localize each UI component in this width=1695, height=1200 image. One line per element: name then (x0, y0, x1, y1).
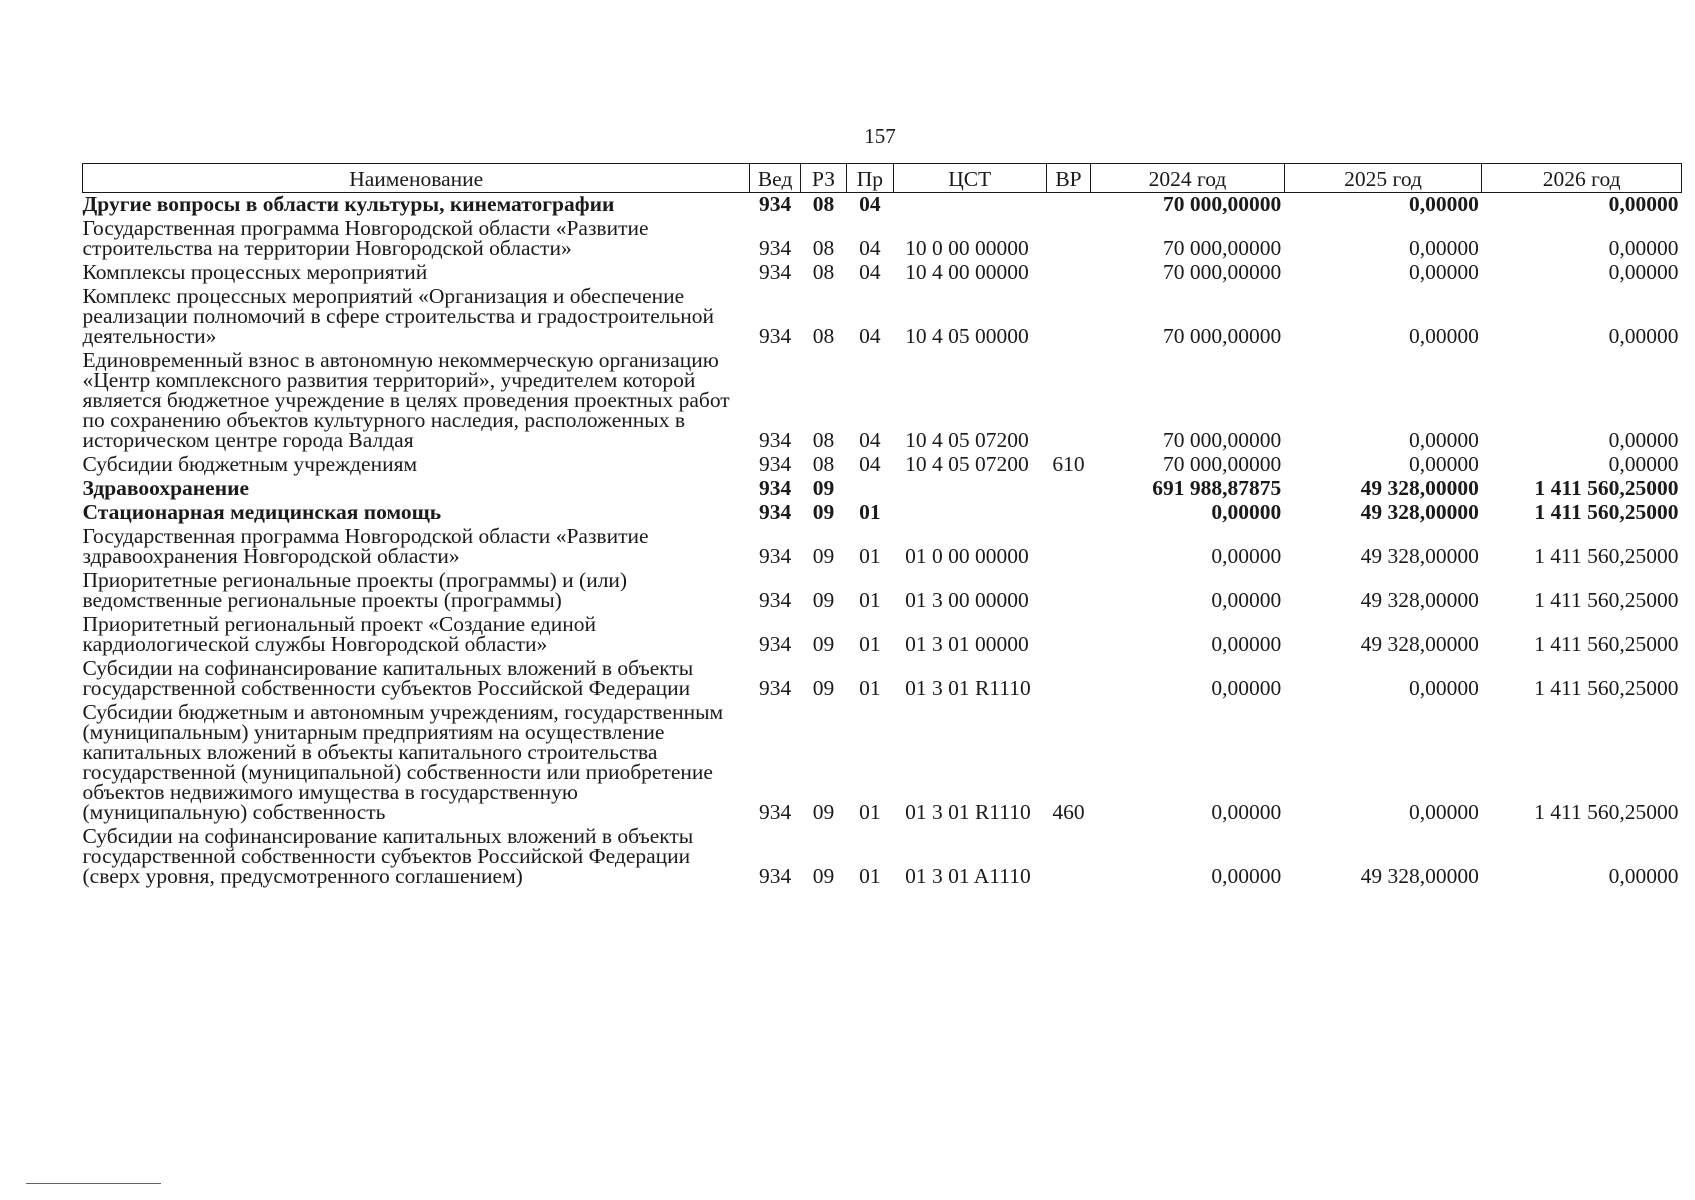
row-pr: 04 (859, 236, 881, 260)
table-row (83, 261, 1682, 285)
row-2026: 0,00000 (1608, 864, 1679, 888)
row-2025: 49 328,00000 (1360, 588, 1479, 612)
row-2024: 691 988,87875 (1152, 476, 1282, 500)
row-2026: 0,00000 (1608, 260, 1679, 284)
row-vr (1046, 613, 1090, 657)
row-cst: 01 3 00 00000 (905, 588, 1029, 612)
table-row (83, 569, 1682, 613)
row-rz: 09 (812, 632, 835, 656)
row-2024: 70 000,00000 (1162, 260, 1282, 284)
row-pr: 01 (859, 588, 881, 612)
row-2024: 0,00000 (1211, 588, 1282, 612)
header-ved: Вед (750, 164, 800, 193)
page-number: 157 (864, 124, 896, 148)
row-name: Субсидии на софинансирование капитальных вложений в объекты государственной собственности субъектов Российской Федерации (сверх уровня, предусмотренного соглашением) (82, 824, 694, 888)
row-name: Единовременный взнос в автономную некоммерческую организацию «Центр комплексного развития территорий», учредителем которой является бюджетное учреждение в целях проведения проектных работ по сохранению объектов культурного наследия, расположенных в историческом центре города Валдая (82, 348, 730, 452)
table-row (83, 217, 1682, 261)
row-2026: 1 411 560,25000 (1534, 588, 1679, 612)
row-cst: 01 3 01 R1110 (905, 800, 1031, 824)
row-pr: 01 (859, 500, 881, 524)
row-rz: 09 (812, 544, 835, 568)
footer-rule (26, 1183, 161, 1184)
header-2026: 2026 год (1482, 164, 1682, 193)
row-name: Здравоохранение (82, 476, 250, 500)
row-rz: 09 (812, 588, 835, 612)
row-vr (1046, 657, 1090, 701)
row-ved: 934 (759, 192, 792, 216)
row-vr (1046, 477, 1090, 501)
row-cst: 10 4 05 07200 (905, 452, 1029, 476)
row-name: Стационарная медицинская помощь (82, 500, 442, 524)
row-cst: 10 4 05 07200 (905, 428, 1029, 452)
row-2025: 49 328,00000 (1360, 544, 1479, 568)
row-name: Другие вопросы в области культуры, кинематографии (82, 192, 615, 216)
row-2025: 0,00000 (1408, 676, 1479, 700)
row-2024: 0,00000 (1211, 632, 1282, 656)
row-2025: 0,00000 (1408, 192, 1479, 216)
row-2026: 0,00000 (1608, 324, 1679, 348)
row-pr: 01 (859, 632, 881, 656)
row-pr: 04 (859, 452, 881, 476)
row-name: Государственная программа Новгородской области «Развитие здравоохранения Новгородской области» (82, 524, 649, 568)
row-2025: 49 328,00000 (1360, 500, 1479, 524)
row-pr: 04 (859, 428, 881, 452)
row-ved: 934 (759, 800, 792, 824)
row-ved: 934 (759, 260, 792, 284)
row-rz: 08 (812, 192, 835, 216)
table-row (83, 613, 1682, 657)
header-2024: 2024 год (1091, 164, 1285, 193)
header-cst: ЦСТ (893, 164, 1046, 193)
header-name: Наименование (83, 164, 750, 193)
row-rz: 08 (812, 428, 835, 452)
row-rz: 08 (812, 260, 835, 284)
row-vr: 610 (1052, 452, 1085, 476)
row-name: Субсидии бюджетным и автономным учреждениям, государственным (муниципальным) унитарным предприятиям на осуществление капитальных вложений в объекты капитального строительства государственной (муниципальной) собственности или приобретение объектов недвижимого имущества в государственную (муниципальную) собственность (82, 700, 724, 824)
header-pr: Пр (847, 164, 893, 193)
row-name: Приоритетный региональный проект «Создание единой кардиологической службы Новгородской области» (82, 612, 596, 656)
row-ved: 934 (759, 676, 792, 700)
row-2024: 0,00000 (1211, 864, 1282, 888)
row-pr: 01 (859, 800, 881, 824)
row-pr: 04 (859, 260, 881, 284)
row-rz: 08 (812, 236, 835, 260)
row-2025: 0,00000 (1408, 800, 1479, 824)
row-ved: 934 (759, 324, 792, 348)
row-vr (1046, 285, 1090, 349)
row-rz: 08 (812, 452, 835, 476)
row-vr (1046, 525, 1090, 569)
row-rz: 09 (812, 500, 835, 524)
table-row (83, 701, 1682, 825)
row-2024: 70 000,00000 (1162, 236, 1282, 260)
row-cst: 01 3 01 00000 (905, 632, 1029, 656)
row-cst: 01 3 01 A1110 (905, 864, 1031, 888)
row-2024: 70 000,00000 (1162, 192, 1282, 216)
row-cst: 10 4 05 00000 (905, 324, 1029, 348)
row-2024: 0,00000 (1211, 676, 1282, 700)
row-vr (1046, 193, 1090, 218)
row-rz: 09 (812, 864, 835, 888)
row-name: Комплексы процессных мероприятий (82, 260, 428, 284)
row-2026: 1 411 560,25000 (1534, 544, 1679, 568)
row-vr (1046, 569, 1090, 613)
row-rz: 09 (812, 800, 835, 824)
table-row (83, 349, 1682, 453)
row-ved: 934 (759, 236, 792, 260)
row-name: Субсидии бюджетным учреждениям (82, 452, 418, 476)
row-2026: 1 411 560,25000 (1534, 632, 1679, 656)
row-2025: 0,00000 (1408, 428, 1479, 452)
row-cst: 01 0 00 00000 (905, 544, 1029, 568)
row-2026: 1 411 560,25000 (1534, 800, 1679, 824)
table-row (83, 525, 1682, 569)
row-pr: 01 (859, 864, 881, 888)
row-pr (847, 477, 893, 501)
row-2026: 1 411 560,25000 (1534, 676, 1679, 700)
row-2025: 49 328,00000 (1360, 632, 1479, 656)
row-cst: 10 0 00 00000 (905, 236, 1029, 260)
row-ved: 934 (759, 500, 792, 524)
table-row (83, 825, 1682, 889)
row-rz: 09 (812, 676, 835, 700)
row-2024: 70 000,00000 (1162, 428, 1282, 452)
row-vr: 460 (1052, 800, 1085, 824)
row-2024: 0,00000 (1211, 500, 1282, 524)
row-cst (893, 501, 1046, 525)
row-2026: 0,00000 (1608, 452, 1679, 476)
row-2025: 49 328,00000 (1360, 476, 1479, 500)
row-ved: 934 (759, 452, 792, 476)
row-cst: 01 3 01 R1110 (905, 676, 1031, 700)
row-vr (1046, 349, 1090, 453)
header-vr: ВР (1046, 164, 1090, 193)
row-pr: 04 (859, 192, 881, 216)
table-header (83, 164, 1682, 193)
table-row (83, 657, 1682, 701)
row-ved: 934 (759, 544, 792, 568)
header-rz: РЗ (800, 164, 846, 193)
budget-table (82, 163, 1682, 889)
row-2025: 0,00000 (1408, 452, 1479, 476)
row-pr: 01 (859, 676, 881, 700)
row-2024: 0,00000 (1211, 544, 1282, 568)
row-ved: 934 (759, 632, 792, 656)
row-ved: 934 (759, 588, 792, 612)
row-2026: 0,00000 (1608, 236, 1679, 260)
table-row (83, 193, 1682, 218)
row-name: Субсидии на софинансирование капитальных вложений в объекты государственной собственности субъектов Российской Федерации (82, 656, 694, 700)
row-2024: 70 000,00000 (1162, 324, 1282, 348)
table-body (83, 193, 1682, 890)
row-cst (893, 477, 1046, 501)
row-2025: 0,00000 (1408, 324, 1479, 348)
table-row (83, 501, 1682, 525)
row-2026: 1 411 560,25000 (1534, 476, 1679, 500)
row-ved: 934 (759, 864, 792, 888)
row-ved: 934 (759, 476, 792, 500)
row-name: Государственная программа Новгородской области «Развитие строительства на территории Новгородской области» (82, 216, 649, 260)
row-cst: 10 4 00 00000 (905, 260, 1029, 284)
table-row (83, 477, 1682, 501)
row-vr (1046, 261, 1090, 285)
header-2025: 2025 год (1284, 164, 1482, 193)
row-2025: 0,00000 (1408, 260, 1479, 284)
row-2026: 1 411 560,25000 (1534, 500, 1679, 524)
row-2026: 0,00000 (1608, 428, 1679, 452)
row-ved: 934 (759, 428, 792, 452)
row-name: Приоритетные региональные проекты (программы) и (или) ведомственные региональные проекты (программы) (82, 568, 628, 612)
row-rz: 08 (812, 324, 835, 348)
row-rz: 09 (812, 476, 835, 500)
row-pr: 01 (859, 544, 881, 568)
row-2024: 70 000,00000 (1162, 452, 1282, 476)
row-2025: 0,00000 (1408, 236, 1479, 260)
row-pr: 04 (859, 324, 881, 348)
row-cst (893, 193, 1046, 218)
row-name: Комплекс процессных мероприятий «Организация и обеспечение реализации полномочий в сфере строительства и градостроительной деятельности» (82, 284, 715, 348)
table-row (83, 285, 1682, 349)
row-vr (1046, 501, 1090, 525)
row-vr (1046, 825, 1090, 889)
table-row (83, 453, 1682, 477)
row-2026: 0,00000 (1608, 192, 1679, 216)
row-vr (1046, 217, 1090, 261)
row-2025: 49 328,00000 (1360, 864, 1479, 888)
row-2024: 0,00000 (1211, 800, 1282, 824)
